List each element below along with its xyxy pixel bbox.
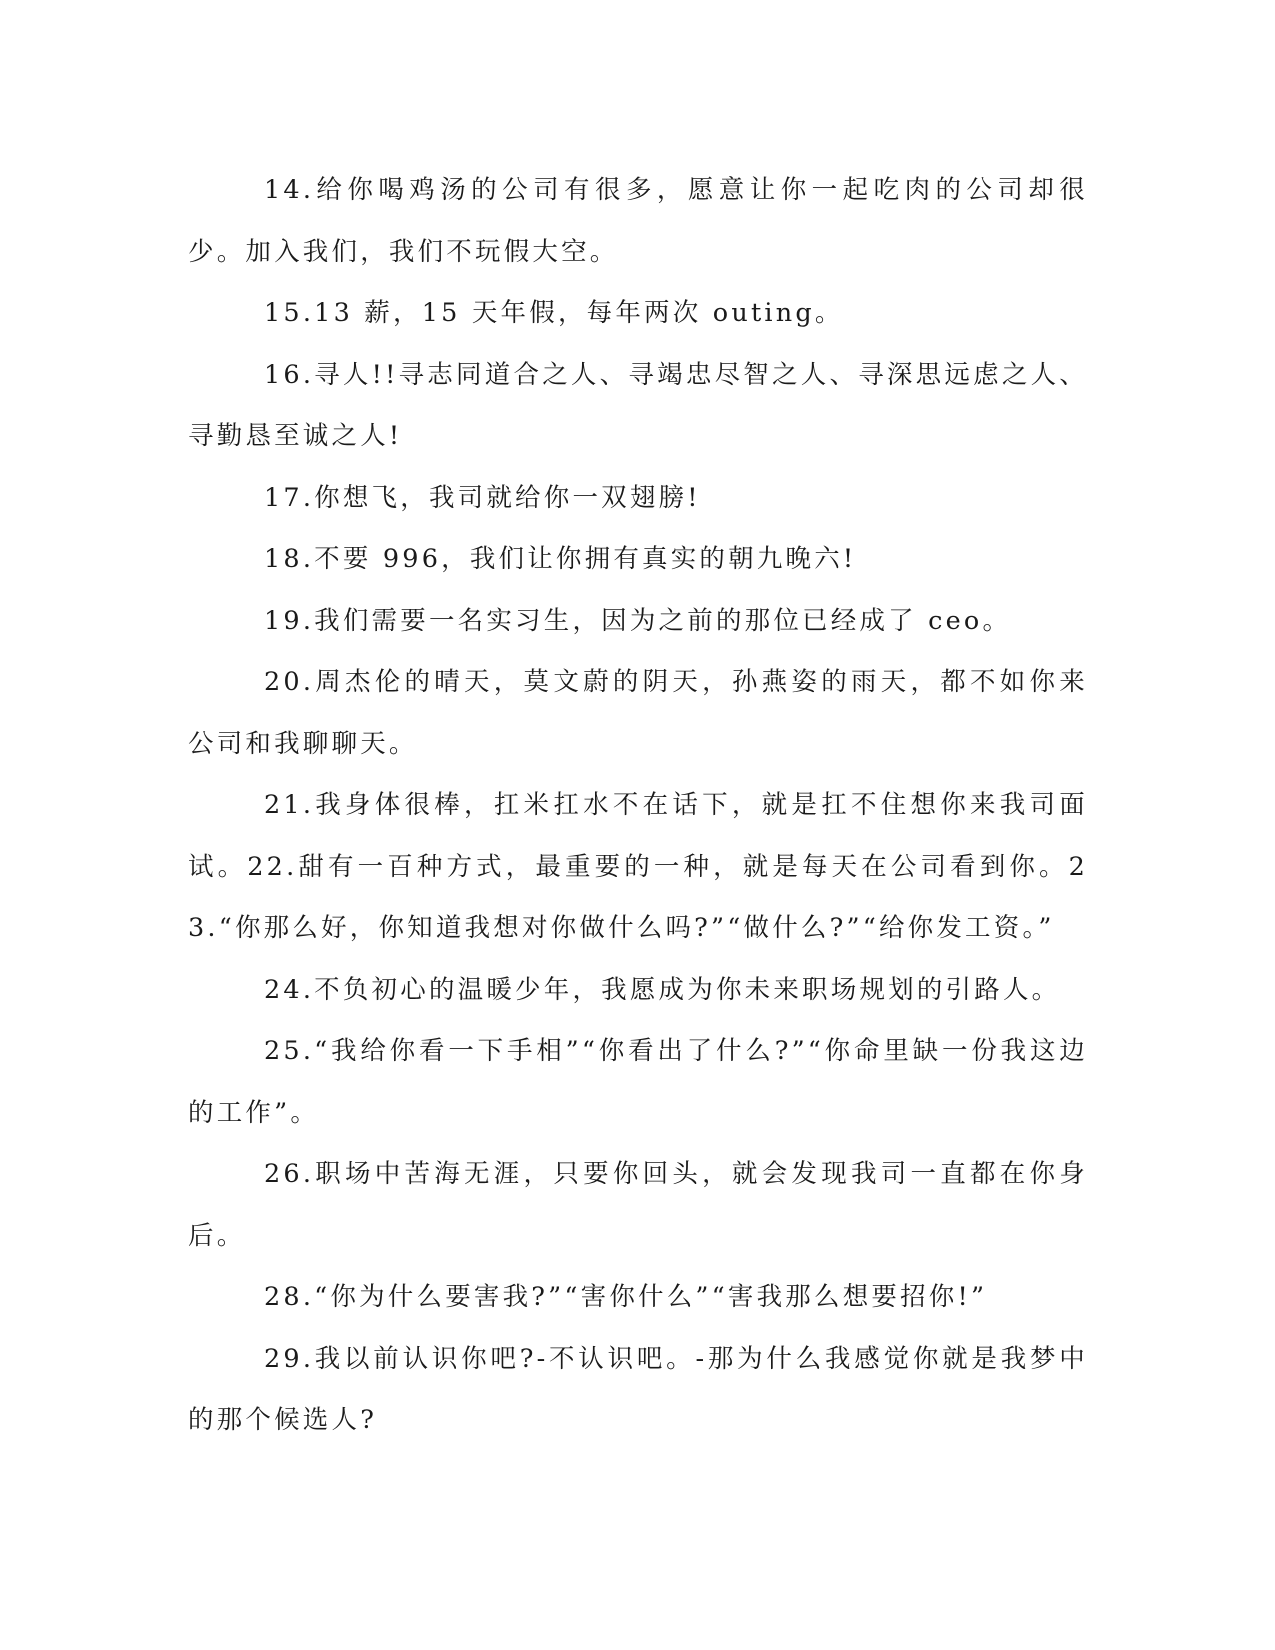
paragraph-14: 14.给你喝鸡汤的公司有很多，愿意让你一起吃肉的公司却很少。加入我们，我们不玩假大空。: [188, 175, 1088, 267]
document-body: [188, 160, 1088, 1452]
paragraph-25: 25.“我给你看一下手相”“你看出了什么?”“你命里缺一份我这边的工作”。: [188, 1036, 1088, 1128]
paragraph-16: 16.寻人!!寻志同道合之人、寻竭忠尽智之人、寻深思远虑之人、寻勤恳至诚之人!: [188, 359, 1088, 451]
paragraph-19: 19.我们需要一名实习生，因为之前的那位已经成了 ceo。: [264, 605, 1012, 636]
paragraph-20: 20.周杰伦的晴天，莫文蔚的阴天，孙燕姿的雨天，都不如你来公司和我聊聊天。: [188, 667, 1088, 759]
paragraph-28: 28.“你为什么要害我?”“害你什么”“害我那么想要招你!”: [264, 1282, 988, 1312]
paragraph-29: 29.我以前认识你吧?-不认识吧。-那为什么我感觉你就是我梦中的那个候选人?: [188, 1343, 1088, 1435]
paragraph-24: 24.不负初心的温暖少年，我愿成为你未来职场规划的引路人。: [264, 974, 1061, 1005]
paragraph-18: 18.不要 996，我们让你拥有真实的朝九晚六!: [264, 544, 857, 574]
paragraph-15: 15.13 薪，15 天年假，每年两次 outing。: [264, 298, 844, 328]
paragraph-26: 26.职场中苦海无涯，只要你回头，就会发现我司一直都在你身后。: [188, 1159, 1088, 1251]
paragraph-21-23: 21.我身体很棒，扛米扛水不在话下，就是扛不住想你来我司面试。22.甜有一百种方式，最重要的一种，就是每天在公司看到你。23.“你那么好，你知道我想对你做什么吗?”“做什么?”“给你发工资。”: [188, 790, 1088, 943]
paragraph-17: 17.你想飞，我司就给你一双翅膀!: [264, 482, 701, 513]
